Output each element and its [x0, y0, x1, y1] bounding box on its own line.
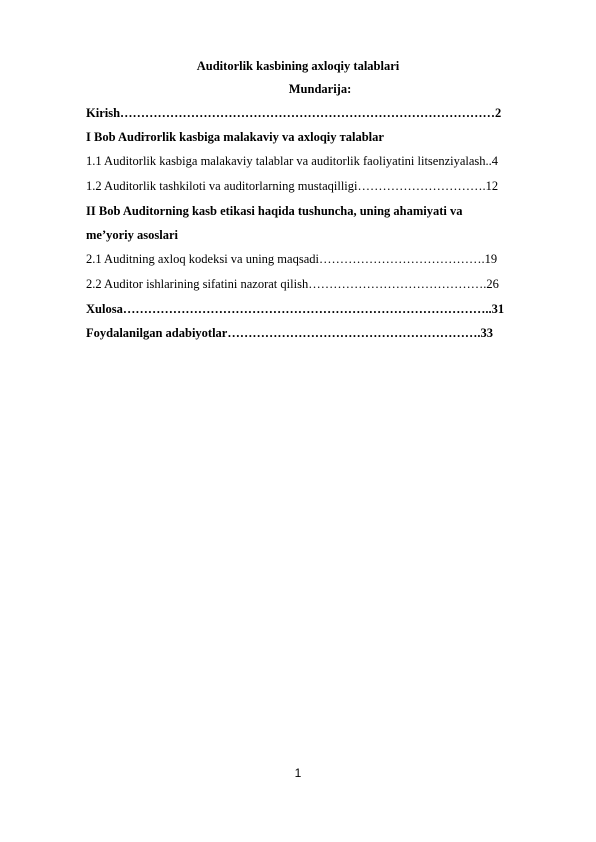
toc-entry-conclusion: Xulosa……………………………………………………………………………..31: [86, 302, 505, 316]
toc-entry-section-2-2: 2.2 Auditor ishlarining sifatini nazorat qilish…………………………………….26: [86, 277, 499, 291]
toc-entry-references: Foydalanilgan adabiyotlar…………………………………………………….33: [86, 326, 493, 340]
toc-entry-section-1-1: 1.1 Auditorlik kasbiga malakaviy talablar va auditorlik faoliyatini litsenziyalash..4: [86, 154, 499, 168]
toc-entry-section-1-2: 1.2 Auditorlik tashkiloti va auditorlarning mustaqilligi………………………….12: [86, 179, 499, 193]
toc-entry-section-2-1: 2.1 Auditning axloq kodeksi va uning maqsadi………………………………….19: [86, 252, 498, 266]
toc-entry-introduction: Kirish………………………………………………………………………………2: [86, 106, 502, 120]
toc-entry-chapter-2-continued: me’yoriy asoslari: [86, 228, 178, 242]
toc-entry-chapter-1: I Bob Audiтоrlik kasbiga malakaviy va axloqiy тalablar: [86, 130, 384, 144]
table-of-contents: [86, 105, 552, 341]
toc-entry-chapter-2: II Bob Auditorning kasb etikasi haqida tushuncha, uning ahamiyati va: [86, 204, 463, 218]
page-number: 1: [294, 766, 302, 780]
contents-heading: Mundarija:: [288, 82, 352, 96]
document-title: Auditorlik kasbining axloqiy talablari: [196, 59, 400, 73]
